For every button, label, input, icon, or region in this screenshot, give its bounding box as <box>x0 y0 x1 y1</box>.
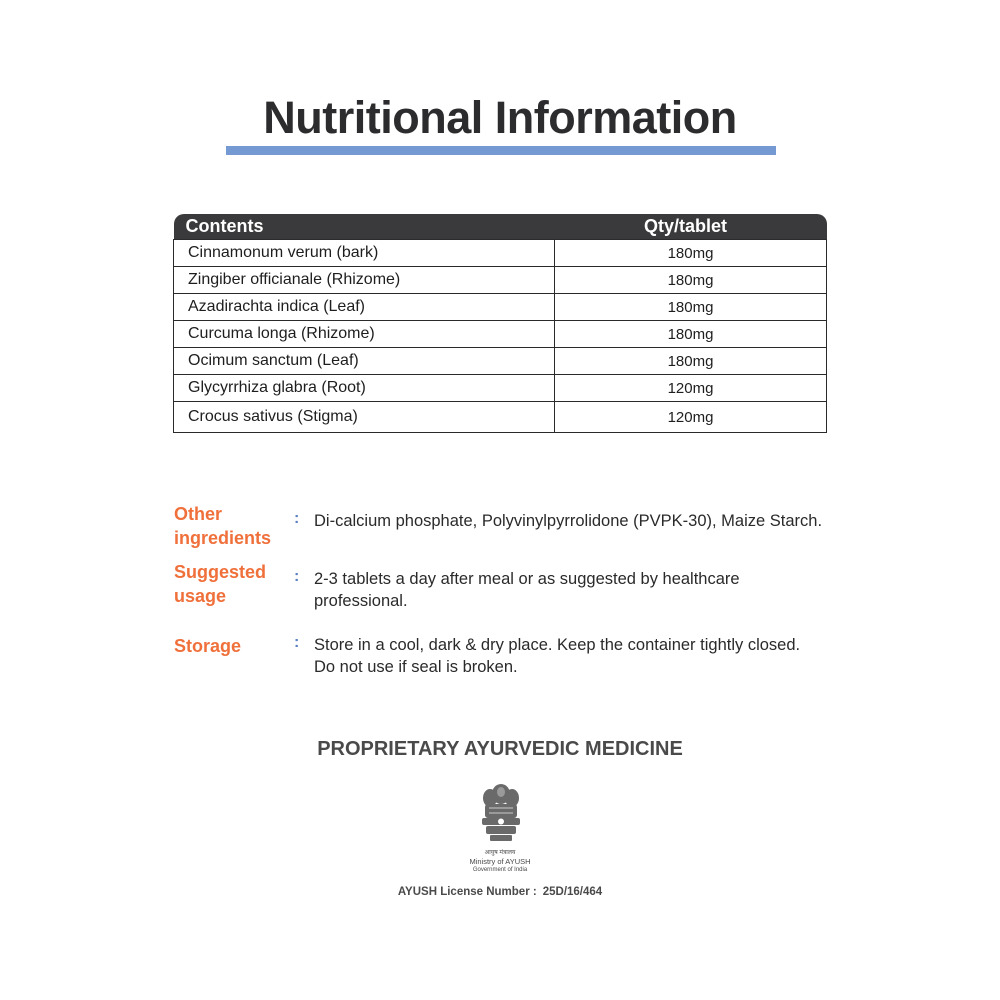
info-label-line: Suggested <box>174 562 267 582</box>
info-separator: : <box>294 510 300 527</box>
ingredient-qty: 180mg <box>555 348 827 375</box>
license-number: 25D/16/464 <box>542 886 603 898</box>
info-label-suggested-usage <box>174 560 296 608</box>
info-label-other-ingredients <box>174 502 296 550</box>
ingredient-name: Zingiber officianale (Rhizome) <box>174 267 555 294</box>
info-value-other-ingredients: Di-calcium phosphate, Polyvinylpyrrolidone (PVPK-30), Maize Starch. <box>314 512 823 530</box>
ingredient-qty: 180mg <box>555 240 827 267</box>
header-qty-per-tablet: Qty/tablet <box>555 214 827 240</box>
info-separator: : <box>294 568 300 585</box>
ministry-name: Ministry of AYUSH <box>469 857 531 866</box>
proprietary-heading: PROPRIETARY AYURVEDIC MEDICINE <box>317 738 683 760</box>
title-underline <box>226 146 776 155</box>
info-row-storage <box>174 626 824 678</box>
table-row <box>174 402 827 433</box>
table-row <box>174 294 827 321</box>
header-contents: Contents <box>174 214 555 240</box>
ingredient-name: Curcuma longa (Rhizome) <box>174 321 555 348</box>
info-section <box>174 502 824 692</box>
info-row-other-ingredients <box>174 502 824 546</box>
table-row <box>174 348 827 375</box>
ministry-hindi-name: आयुष मंत्रालय <box>484 850 516 856</box>
ingredient-qty: 120mg <box>555 375 827 402</box>
ingredient-qty: 120mg <box>555 402 827 433</box>
info-label-line: ingredients <box>174 528 272 548</box>
license-line <box>0 886 1000 898</box>
info-value-storage: Store in a cool, dark & dry place. Keep the container tightly closed. Do not use if seal is broken. <box>314 636 801 676</box>
table-row <box>174 321 827 348</box>
table-row <box>174 240 827 267</box>
table-header-row <box>174 214 827 240</box>
nutrition-table <box>173 214 827 433</box>
page-title: Nutritional Information <box>263 92 737 143</box>
info-value-suggested-usage: 2-3 tablets a day after meal or as suggested by healthcare professional. <box>314 570 740 610</box>
table-row <box>174 375 827 402</box>
info-separator: : <box>294 634 300 651</box>
table-row <box>174 267 827 294</box>
ingredient-qty: 180mg <box>555 267 827 294</box>
ingredient-name: Crocus sativus (Stigma) <box>174 402 555 433</box>
info-label-line: Other <box>174 504 223 524</box>
ingredient-name: Cinnamonum verum (bark) <box>174 240 555 267</box>
ingredient-qty: 180mg <box>555 321 827 348</box>
license-label: AYUSH License Number : <box>397 886 537 898</box>
government-name: Government of India <box>472 867 528 873</box>
ashoka-emblem-icon <box>476 782 526 846</box>
info-label-line: usage <box>174 586 227 606</box>
info-label-line: Storage <box>174 636 242 656</box>
ingredient-qty: 180mg <box>555 294 827 321</box>
info-label-storage <box>174 634 296 658</box>
ingredient-name: Glycyrrhiza glabra (Root) <box>174 375 555 402</box>
ingredient-name: Azadirachta indica (Leaf) <box>174 294 555 321</box>
info-row-suggested-usage <box>174 560 824 612</box>
ingredient-name: Ocimum sanctum (Leaf) <box>174 348 555 375</box>
